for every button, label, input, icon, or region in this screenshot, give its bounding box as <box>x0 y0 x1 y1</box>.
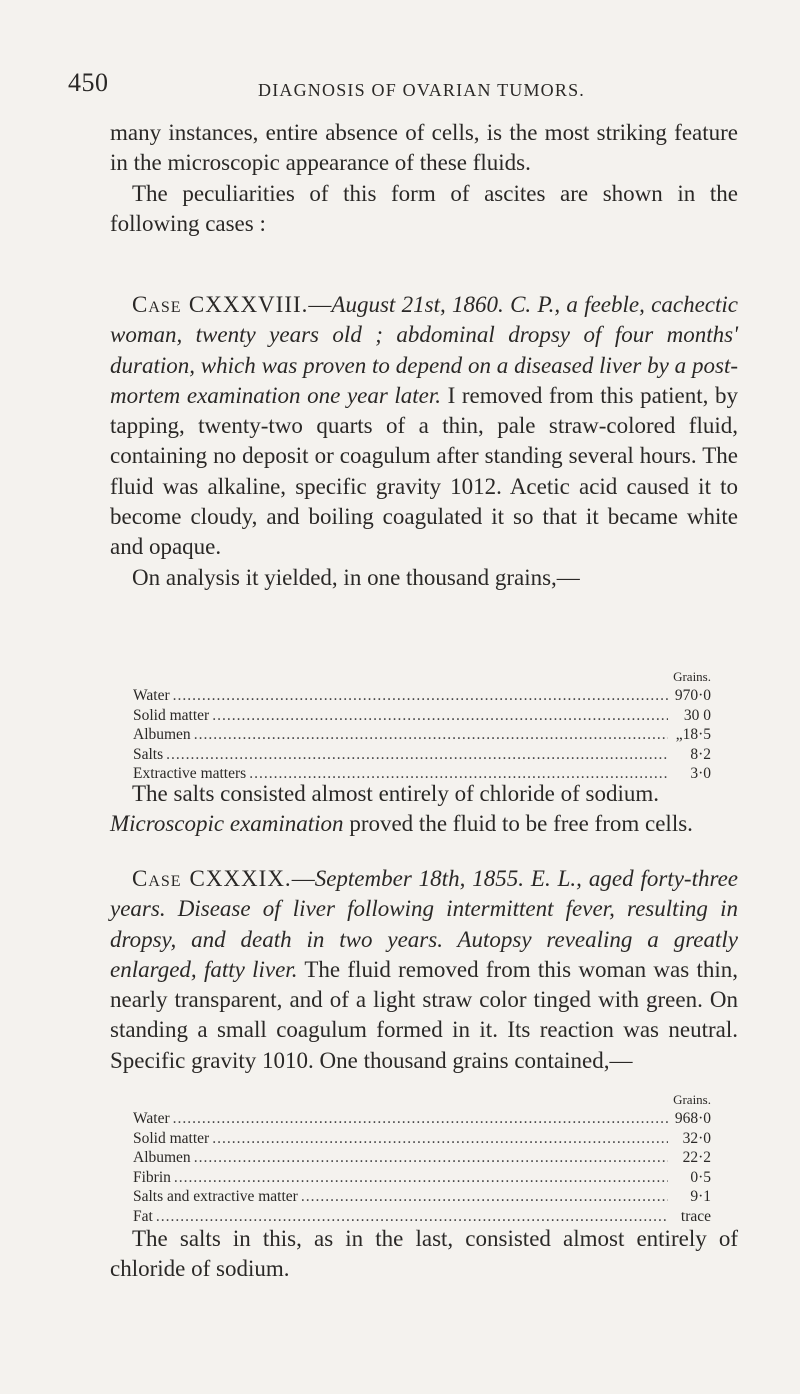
case-139-closing: The salts in this, as in the last, consisted almost entirely of chloride of sodium. <box>110 1226 738 1282</box>
row-value: 0·5 <box>690 1168 711 1186</box>
row-value: trace <box>680 1207 711 1225</box>
table-row <box>133 1148 711 1168</box>
case-138-analysis-table <box>133 667 711 784</box>
table-units-header: Grains. <box>673 1092 711 1107</box>
case-138-title: August 21st, 1860. C. P., a feeble, cachectic woman, twenty years old ; abdominal dropsy of four months' duration, which was proven to depend on a diseased liver by a post-mortem examination one year later. <box>110 292 739 408</box>
row-value: 968·0 <box>674 1110 711 1127</box>
case-139-section <box>110 864 738 1076</box>
row-label: Albumen <box>133 726 191 743</box>
row-value: 22·2 <box>682 1149 711 1166</box>
case-138-after-1: The salts consisted almost entirely of chloride of sodium. <box>132 781 659 806</box>
row-value: 3·0 <box>690 765 711 782</box>
case-139-conclusion <box>110 1224 738 1285</box>
row-value: 8·2 <box>690 745 711 763</box>
intro-paragraph-1: many instances, entire absence of cells, is the most striking feature in the microscopic appearance of these fluids. <box>110 120 738 176</box>
row-label: Fat <box>133 1207 153 1225</box>
intro-paragraph-2: The peculiarities of this form of ascites are shown in the following cases : <box>110 180 738 236</box>
row-value: 9·1 <box>690 1188 711 1205</box>
case-138-after-rest: proved the fluid to be free from cells. <box>343 811 693 837</box>
case-138-paragraph <box>110 290 738 563</box>
table-row <box>133 1187 711 1207</box>
table-row <box>133 725 711 745</box>
row-label: Solid matter <box>133 1129 210 1147</box>
row-label: Extractive matters <box>133 765 247 782</box>
row-value: 32·0 <box>682 1129 711 1147</box>
case-138-analysis-intro: On analysis it yielded, in one thousand grains,— <box>132 564 580 590</box>
row-label: Water <box>133 687 170 704</box>
row-value: 970·0 <box>674 687 711 704</box>
case-139-dash: — <box>291 866 315 891</box>
case-138-conclusion <box>110 779 738 840</box>
intro-section <box>110 118 738 239</box>
row-label: Fibrin <box>133 1168 171 1186</box>
case-139-analysis-table <box>133 1090 711 1226</box>
case-138-section <box>110 290 738 593</box>
case-138-label: Case CXXXVIII. <box>132 292 309 317</box>
row-label: Albumen <box>133 1149 191 1166</box>
table-row <box>133 745 711 765</box>
row-label: Solid matter <box>133 706 210 724</box>
case-139-paragraph <box>110 864 738 1076</box>
case-138-after-em: Microscopic examination <box>110 811 344 837</box>
row-label: Salts <box>133 745 164 763</box>
row-value: „18·5 <box>675 726 711 743</box>
table-row <box>133 686 711 706</box>
page-number: 450 <box>68 68 109 97</box>
table-row <box>133 706 711 726</box>
table-units-header: Grains. <box>673 669 711 684</box>
case-138-after-2 <box>110 809 738 839</box>
case-139-label: Case CXXXIX. <box>132 866 292 891</box>
case-139-title: September 18th, 1855. E. L., aged forty-three years. Disease of liver following intermittent fever, resulting in dropsy, and death in two years. Autopsy revealing a greatly enlarged, fatty liver. <box>110 866 738 982</box>
case-138-dash: — <box>308 292 332 317</box>
table-row <box>133 1109 711 1129</box>
case-139-body: The fluid removed from this woman was thin, nearly transparent, and of a light straw color tinged with green. On standing a small coagulum formed in it. Its reaction was neutral. Specific gravity 1010. One thousand grains contained,— <box>110 956 738 1073</box>
table-row <box>133 1168 711 1188</box>
case-138-body: I removed from this patient, by tapping, twenty-two quarts of a thin, pale straw-colored fluid, containing no deposit or coagulum after standing several hours. The fluid was alkaline, specific gravity 1012. Acetic acid caused it to become cloudy, and boiling coagulated it so that it became white and opaque. <box>110 382 738 560</box>
row-value: 30 0 <box>683 706 711 724</box>
running-title: DIAGNOSIS OF OVARIAN TUMORS. <box>258 80 585 100</box>
row-label: Water <box>133 1110 170 1127</box>
row-label: Salts and extractive matter <box>133 1188 298 1205</box>
table-row <box>133 1129 711 1149</box>
